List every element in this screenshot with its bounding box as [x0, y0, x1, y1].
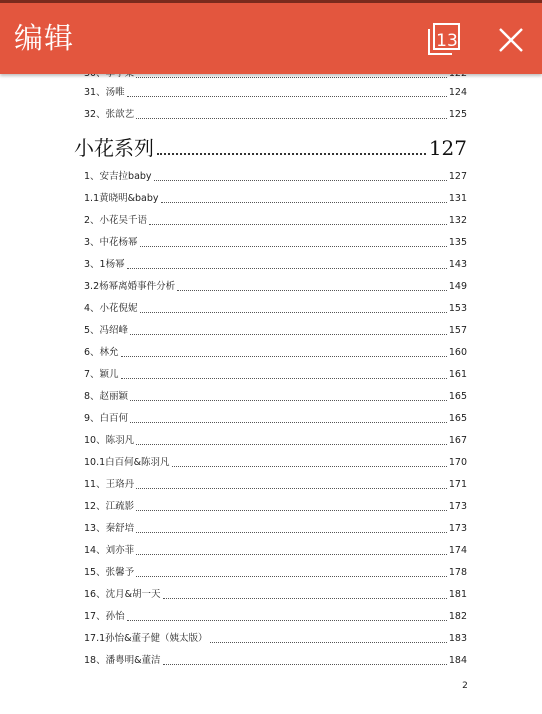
toc-entry-label: 5、冯绍峰 — [84, 325, 129, 336]
toc-entry[interactable] — [84, 84, 467, 100]
toc-section-page: 127 — [428, 136, 467, 160]
top-app-bar — [0, 0, 542, 74]
toc-leader-dots — [136, 553, 447, 555]
toc-entry-label: 4、小花倪妮 — [84, 303, 138, 314]
toc-entry[interactable] — [84, 564, 467, 580]
toc-entry[interactable] — [84, 234, 467, 250]
toc-entry-label: 12、江疏影 — [84, 501, 135, 512]
toc-entry[interactable] — [84, 322, 467, 338]
toc-leader-dots — [163, 597, 447, 599]
toc-entry-label: 16、沈月&胡一天 — [84, 589, 161, 600]
toc-section-label: 小花系列 — [74, 136, 154, 160]
toc-leader-dots — [163, 663, 447, 665]
toc-entry-label: 17.1孙怡&董子健（姨太版） — [84, 633, 208, 644]
toc-entry-label: 7、颖儿 — [84, 369, 119, 380]
toc-entry-page: 181 — [448, 589, 467, 600]
toc-entry-label: 18、潘粤明&董洁 — [84, 655, 161, 666]
toc-entry-label: 15、张馨予 — [84, 567, 135, 578]
toc-entry-label: 3、1杨幂 — [84, 259, 125, 270]
toc-entry-label: 3.2杨幂离婚事件分析 — [84, 281, 176, 292]
toc-entry-page: 165 — [448, 391, 467, 402]
toc-entry-page: 161 — [448, 369, 467, 380]
toc-entry-page: 171 — [448, 479, 467, 490]
toc-leader-dots — [210, 641, 447, 643]
document-page[interactable] — [0, 74, 542, 714]
toc-leader-dots — [121, 355, 447, 357]
toc-entry[interactable] — [84, 608, 467, 624]
toc-entry-label: 17、孙怡 — [84, 611, 125, 622]
toc-entry-page: 165 — [448, 413, 467, 424]
toc-leader-dots — [121, 377, 447, 379]
toc-leader-dots — [149, 223, 447, 225]
toc-leader-dots — [136, 575, 447, 577]
toc-entry-label: 1.1黄晓明&baby — [84, 193, 159, 204]
toc-entry[interactable] — [84, 652, 467, 668]
toc-leader-dots — [127, 95, 447, 97]
toc-leader-dots — [130, 333, 447, 335]
toc-entry-label: 9、白百何 — [84, 413, 129, 424]
toc-leader-dots — [172, 465, 447, 467]
toc-leader-dots — [136, 509, 447, 511]
toc-entry[interactable] — [84, 410, 467, 426]
toc-entry-page: 149 — [448, 281, 467, 292]
toc-leader-dots — [136, 531, 447, 533]
toc-entry-label: 2、小花吴千语 — [84, 215, 148, 226]
toc-entry[interactable] — [84, 256, 467, 272]
toc-entry-label: 31、汤唯 — [84, 87, 125, 98]
toc-leader-dots — [127, 619, 447, 621]
page-number: 2 — [462, 681, 468, 691]
toc-entry-page: 173 — [448, 523, 467, 534]
toc-leader-dots — [140, 311, 447, 313]
app-title: 编辑 — [14, 21, 75, 55]
toc-entry-page: 127 — [448, 171, 467, 182]
toc-entry[interactable] — [84, 432, 467, 448]
page-count-number: 13 — [436, 31, 458, 51]
toc-leader-dots — [177, 289, 447, 291]
toc-entry-page: 143 — [448, 259, 467, 270]
toc-entry[interactable] — [84, 542, 467, 558]
toc-entry-page: 178 — [448, 567, 467, 578]
page-count-button[interactable] — [426, 21, 462, 57]
toc-leader-dots — [136, 443, 447, 445]
toc-entry[interactable] — [84, 212, 467, 228]
close-icon — [496, 25, 526, 55]
toc-entry[interactable] — [84, 106, 467, 122]
toc-leader-dots — [136, 117, 447, 119]
toc-entry-page: 132 — [448, 215, 467, 226]
toc-entry-page: 170 — [448, 457, 467, 468]
toc-entry-label: 6、林允 — [84, 347, 119, 358]
toc-leader-dots — [127, 267, 447, 269]
toc-entry-label: 1、安吉拉baby — [84, 171, 152, 182]
toc-entry[interactable] — [84, 586, 467, 602]
toc-entry[interactable] — [84, 300, 467, 316]
toc-entry-label: 3、中花杨幂 — [84, 237, 138, 248]
toc-entry-label: 13、秦舒培 — [84, 523, 135, 534]
toc-leader-dots — [130, 421, 447, 423]
toc-entry[interactable] — [84, 630, 467, 646]
toc-entry[interactable] — [84, 344, 467, 360]
toc-entry-page: 167 — [448, 435, 467, 446]
toc-leader-dots — [161, 201, 447, 203]
toc-leader-dots — [154, 179, 447, 181]
toc-leader-dots — [130, 399, 447, 401]
toc-entry-label: 10.1白百何&陈羽凡 — [84, 457, 170, 468]
toc-entry-page: 182 — [448, 611, 467, 622]
toc-entry-page: 184 — [448, 655, 467, 666]
toc-entry-page: 183 — [448, 633, 467, 644]
toc-entry-page: 125 — [448, 109, 467, 120]
toc-entry-page: 174 — [448, 545, 467, 556]
toc-entry-label: 32、张歆艺 — [84, 109, 135, 120]
toc-leader-dots — [136, 76, 447, 78]
toc-entry[interactable] — [84, 520, 467, 536]
toc-leader-dots — [140, 245, 447, 247]
toc-section-heading[interactable] — [74, 133, 467, 161]
toc-entry[interactable] — [84, 278, 467, 294]
toc-entry-page: 160 — [448, 347, 467, 358]
toc-entry[interactable] — [84, 168, 467, 184]
toc-entry-page: 135 — [448, 237, 467, 248]
toc-entry[interactable] — [84, 454, 467, 470]
toc-entry[interactable] — [84, 498, 467, 514]
toc-entry-label: 11、王珞丹 — [84, 479, 135, 490]
close-button[interactable] — [496, 25, 526, 55]
toc-entry-page: 153 — [448, 303, 467, 314]
toc-entry-page: 173 — [448, 501, 467, 512]
toc-entry[interactable] — [84, 366, 467, 382]
toc-leader-dots — [157, 152, 426, 155]
toc-leader-dots — [136, 487, 447, 489]
toc-entry-label: 10、陈羽凡 — [84, 435, 135, 446]
toc-entry[interactable] — [84, 388, 467, 404]
toc-entry-label: 14、刘亦菲 — [84, 545, 135, 556]
toc-entry[interactable] — [84, 190, 467, 206]
toc-entry-page: 157 — [448, 325, 467, 336]
toc-entry-page: 124 — [448, 87, 467, 98]
toc-entry-page: 131 — [448, 193, 467, 204]
toc-entry-label: 8、赵丽颖 — [84, 391, 129, 402]
toc-entry[interactable] — [84, 476, 467, 492]
